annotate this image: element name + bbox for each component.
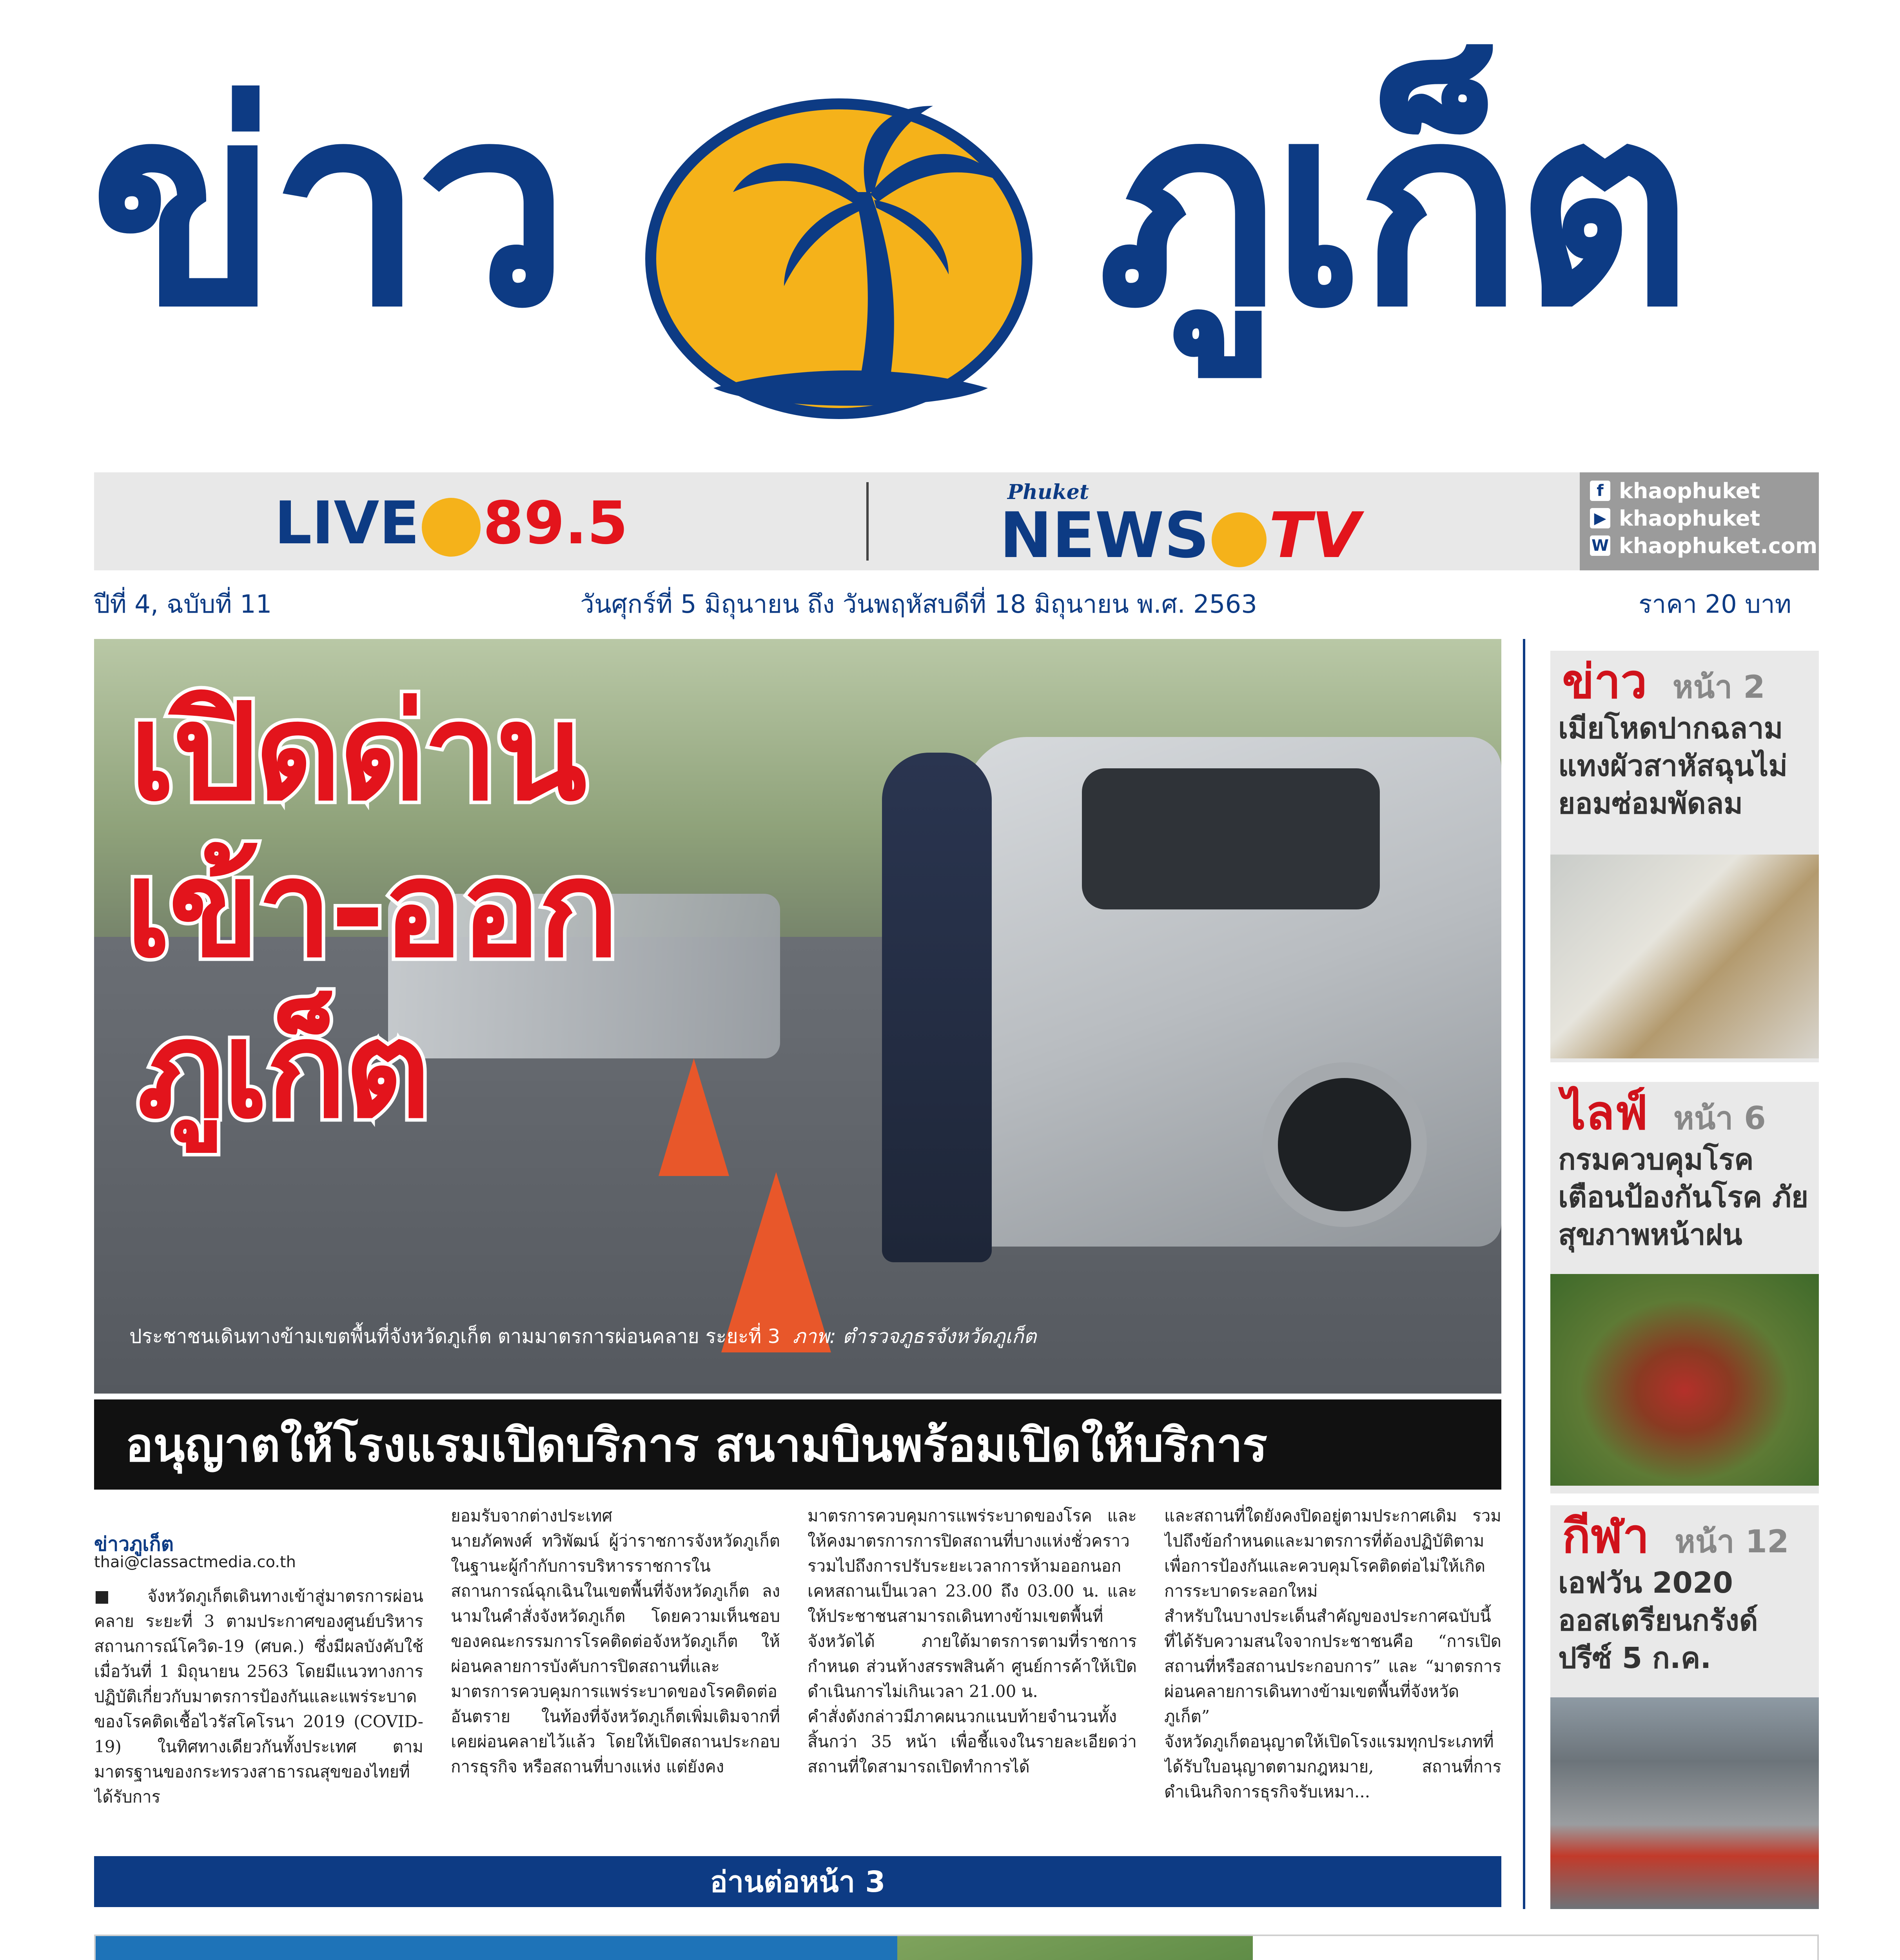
hero-photo [94, 639, 1501, 1394]
media-bar-divider [866, 482, 869, 561]
sidebar-headline: กรมควบคุมโรค เตือนป้องกันโรค ภัยสุขภาพหน้าฝน [1558, 1143, 1809, 1252]
youtube-icon: ▶ [1590, 508, 1610, 528]
sidebar-rule [1523, 639, 1525, 1909]
social-youtube[interactable] [1580, 505, 1819, 532]
sidebar-item-sports[interactable] [1550, 1505, 1819, 1909]
photo-caption-text: ประชาชนเดินทางข้ามเขตพื้นที่จังหวัดภูเก็ต ตามมาตรการผ่อนคลาย ระยะที่ 3 [129, 1325, 780, 1348]
ad-campus-photo [897, 1936, 1274, 1960]
sidebar-headline: เมียโหดปากฉลาม แทงผัวสาหัสฉุนไม่ ยอมซ่อมพัดลม [1558, 711, 1788, 820]
website-icon: W [1590, 535, 1610, 556]
subheadline: อนุญาตให้โรงแรมเปิดบริการ สนามบินพร้อมเปิดให้บริการ [94, 1399, 1501, 1490]
social-youtube-label: khaophuket [1619, 506, 1760, 531]
tv-logo-tv: TV [1268, 499, 1360, 572]
headline-line-3: ภูเก็ต [137, 993, 428, 1148]
sidebar-headline: เอฟวัน 2020 ออสเตรียนกรังด์ ปรีซ์ 5 ก.ค. [1558, 1566, 1758, 1675]
tv-sun-icon [1212, 512, 1267, 567]
masthead-word-left: ข่าว [90, 48, 563, 367]
sidebar-image-f1-race [1550, 1697, 1819, 1909]
headline-line-2: เข้า-ออก [125, 832, 617, 987]
radio-logo[interactable] [274, 489, 628, 557]
sidebar-category: ข่าว [1562, 655, 1647, 709]
masthead-word-right: ภูเก็ต [1098, 48, 1686, 367]
article-column-1: ■ จังหวัดภูเก็ตเดินทางเข้าสู่มาตรการผ่อนคลาย ระยะที่ 3 ตามประกาศของศูนย์บริหารสถานการณ์โควิด-19 (ศบค.) ซึ่งมีผลบังคับใช้เมื่อวันที่ 1 มิถุนายน 2563 โดยมีแนวทางการปฏิบัติเกี่ยวกับมาตรการป้องกันและแพร่ระบาดของโรคติดเชื้อไวรัสโคโรนา 2019 (COVID-19) ในทิศทางเดียวกันทั้งประเทศ ตามมาตรฐานของกระทรวงสาธารณสุขของไทยที่ได้รับการ [94, 1586, 423, 1806]
sidebar-image-broken-glass [1550, 855, 1819, 1058]
social-website-label: khaophuket.com [1619, 533, 1818, 558]
social-website[interactable] [1580, 532, 1819, 559]
sidebar-page: หน้า 12 [1675, 1523, 1789, 1560]
tv-logo-news: NEWS [1000, 499, 1209, 572]
issue-date: วันศุกร์ที่ 5 มิถุนายน ถึง วันพฤหัสบดีที่ 18 มิถุนายน พ.ศ. 2563 [580, 590, 1257, 619]
sidebar-category: กีฬา [1562, 1509, 1650, 1564]
sidebar-image-mosquito [1550, 1274, 1819, 1486]
headline-line-1: เปิดด่าน [129, 675, 584, 830]
truck-window [1082, 768, 1380, 909]
tv-logo[interactable] [1000, 480, 1360, 572]
social-links [1580, 472, 1819, 570]
uwc-advertisement[interactable] [94, 1935, 1819, 1960]
issue-price: ราคา 20 บาท [1639, 590, 1791, 619]
tv-logo-top: Phuket [1007, 480, 1089, 504]
byline-email[interactable]: thai@classactmedia.co.th [94, 1553, 296, 1571]
issue-volume: ปีที่ 4, ฉบับที่ 11 [94, 590, 272, 619]
truck-wheel [1262, 1062, 1427, 1227]
police-officer [882, 753, 992, 1262]
sidebar-category: ไลฟ์ [1562, 1086, 1648, 1140]
photo-caption-credit: ภาพ: ตำรวจภูธรจังหวัดภูเก็ต [793, 1325, 1036, 1348]
read-more-banner[interactable]: อ่านต่อหน้า 3 [94, 1856, 1501, 1907]
sidebar-page: หน้า 6 [1673, 1100, 1766, 1136]
photo-caption [129, 1321, 1036, 1352]
article-column-2: ยอมรับจากต่างประเทศ นายภัคพงศ์ ทวิพัฒน์ ผู้ว่าราชการจังหวัดภูเก็ต ในฐานะผู้กำกับการบริหารราชการในสถานการณ์ฉุกเฉินในเขตพื้นที่จังหวัดภูเก็ต ลงนามในคำสั่งจังหวัดภูเก็ต โดยความเห็นชอบของคณะกรรมการโรคติดต่อจังหวัดภูเก็ต ให้ผ่อนคลายการบังคับการปิดสถานที่และมาตรการควบคุมการแพร่ระบาดของโรคติดต่ออันตราย ในท้องที่จังหวัดภูเก็ตเพิ่มเติมจากที่เคยผ่อนคลายไว้แล้ว โดยให้เปิดสถานประกอบการธุรกิจ หรือสถานที่บางแห่ง แต่ยังคง [451, 1506, 780, 1776]
sun-icon [651, 104, 1027, 414]
social-facebook-label: khaophuket [1619, 478, 1760, 503]
masthead-sun-palm-logo [635, 90, 1058, 427]
radio-logo-freq: 89.5 [483, 489, 628, 557]
sidebar-page: หน้า 2 [1672, 669, 1765, 705]
article-column-4: และสถานที่ใดยังคงปิดอยู่ตามประกาศเดิม รวมไปถึงข้อกำหนดและมาตรการที่ต้องปฏิบัติตาม เพื่อการป้องกันและควบคุมโรคติดต่อไม่ให้เกิดการระบาดระลอกใหม่ สำหรับในบางประเด็นสำคัญของประกาศฉบับนี้ ที่ได้รับความสนใจจากประชาชนคือ “การเปิดสถานที่หรือสถานประกอบการ” และ “มาตรการผ่อนคลายการเดินทางข้ามเขตพื้นที่จังหวัดภูเก็ต” จังหวัดภูเก็ตอนุญาตให้เปิดโรงแรมทุกประเภทที่ได้รับใบอนุญาตตามกฎหมาย, สถานที่การดำเนินกิจการธุรกิจรับเหมา... [1164, 1506, 1501, 1801]
radio-sun-icon [422, 498, 481, 557]
article-column-3: มาตรการควบคุมการแพร่ระบาดของโรค และให้คงมาตรการการปิดสถานที่บางแห่งชั่วคราว รวมไปถึงการปรับระยะเวลาการห้ามออกนอกเคหสถานเป็นเวลา 23.00 ถึง 03.00 น. และให้ประชาชนสามารถเดินทางข้ามเขตพื้นที่จังหวัดได้ ภายใต้มาตรการตามที่ราชการกำหนด ส่วนห้างสรรพสินค้า ศูนย์การค้าให้เปิดดำเนินการไม่เกินเวลา 21.00 น. คำสั่งดังกล่าวมีภาคผนวกแนบท้ายจำนวนทั้งสิ้นกว่า 35 หน้า เพื่อชี้แจงในรายละเอียดว่าสถานที่ใดสามารถเปิดทำการได้ [808, 1506, 1137, 1776]
radio-logo-live: LIVE [274, 489, 419, 557]
traffic-cone [659, 1058, 729, 1176]
sidebar-item-life[interactable] [1550, 1082, 1819, 1494]
social-facebook[interactable] [1580, 477, 1819, 505]
facebook-icon: f [1590, 481, 1610, 501]
ad-right-panel [1253, 1936, 1817, 1960]
sidebar-item-news[interactable] [1550, 651, 1819, 1062]
byline-author: ข่าวภูเก็ต [94, 1533, 174, 1555]
